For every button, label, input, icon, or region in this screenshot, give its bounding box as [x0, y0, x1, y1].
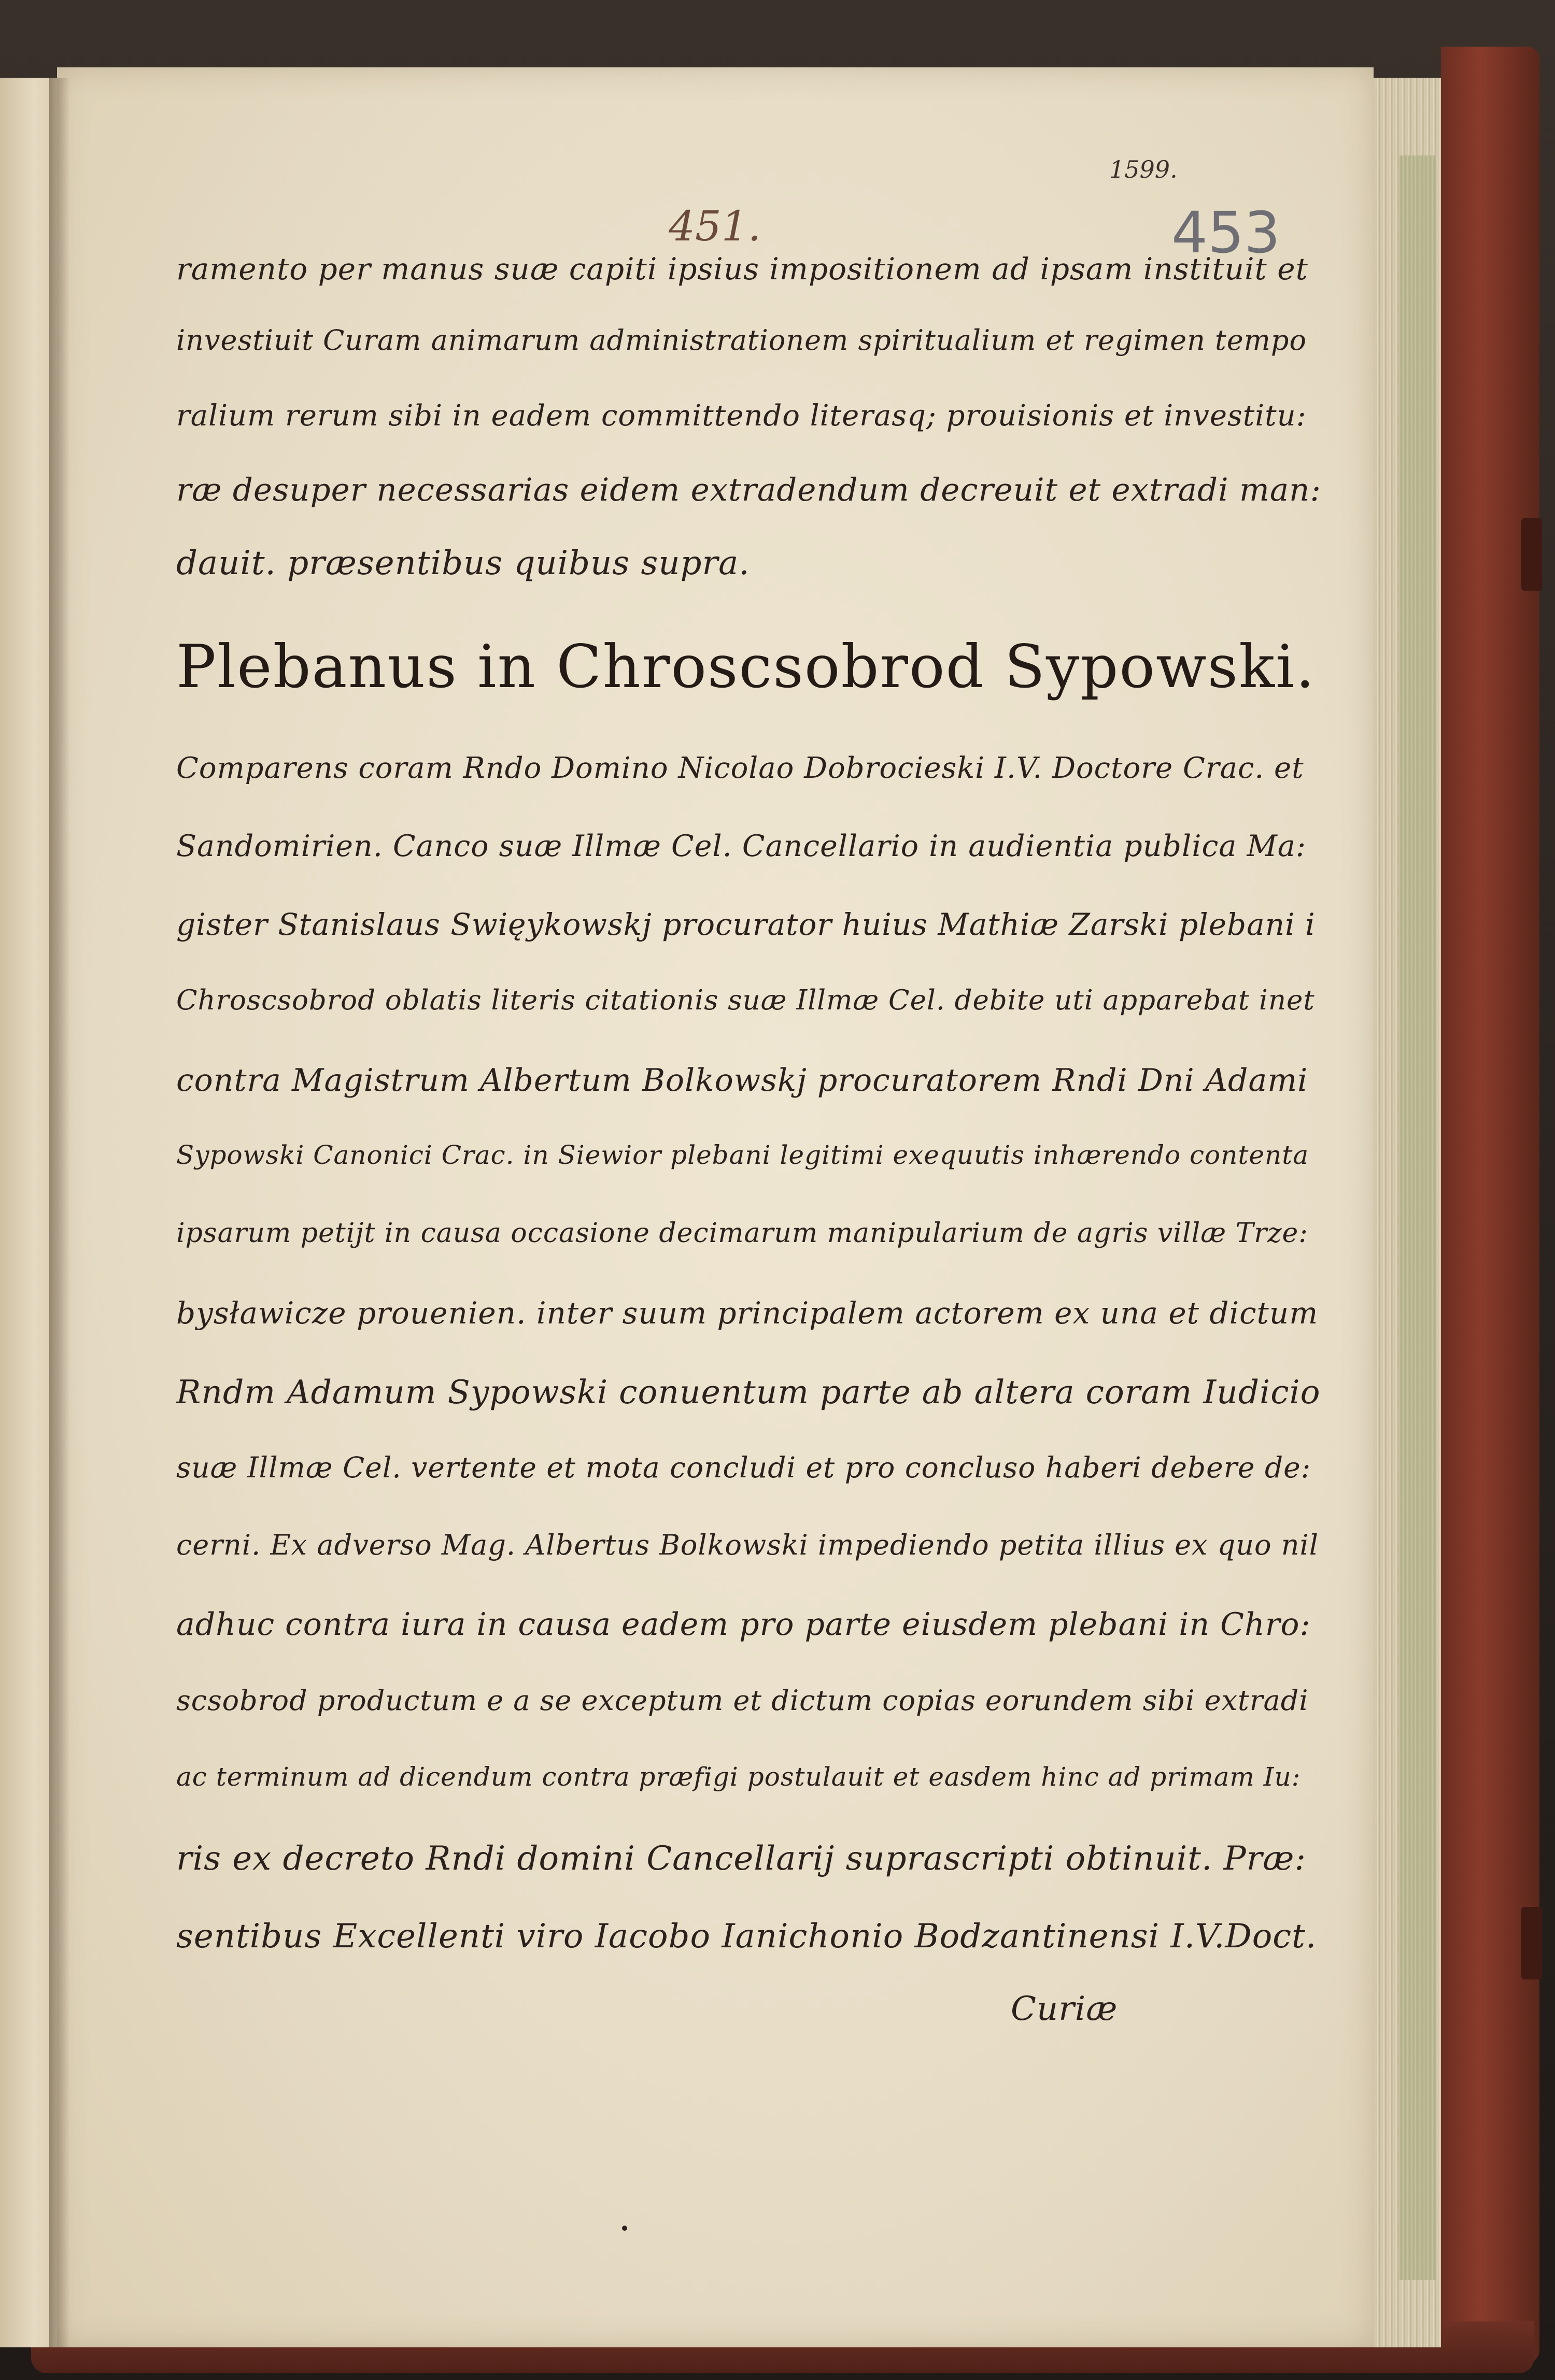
folio-number-pencil: 453 — [1171, 199, 1280, 266]
text-line: ac terminum ad dicendum contra præfigi postulauit et easdem hinc ad primam Iu: — [176, 1762, 1301, 1792]
text-line: ris ex decreto Rndi domini Cancellarij suprascripti obtinuit. Præ: — [176, 1840, 1306, 1878]
text-line: Comparens coram Rndo Domino Nicolao Dobrocieski I.V. Doctore Crac. et — [176, 751, 1304, 785]
text-line: cerni. Ex adverso Mag. Albertus Bolkowski impediendo petita illius ex quo nil — [176, 1529, 1319, 1561]
text-line: Rndm Adamum Sypowski conuentum parte ab altera coram Iudicio — [176, 1373, 1321, 1411]
text-line: contra Magistrum Albertum Bolkowskj procuratorem Rndi Dni Adami — [176, 1062, 1308, 1099]
text-line: bysławicze prouenien. inter suum principalem actorem ex una et dictum — [176, 1295, 1319, 1331]
page-gutter-shadow — [49, 78, 70, 2347]
facing-page-sliver — [0, 78, 57, 2347]
year-note: 1599. — [1109, 155, 1178, 183]
text-line: dauit. præsentibus quibus supra. — [176, 544, 750, 582]
text-line: ræ desuper necessarias eidem extradendum decreuit et extradi man: — [176, 472, 1322, 508]
text-line: investiuit Curam animarum administrationem spiritualium et regimen tempo — [176, 324, 1307, 357]
text-line: suæ Illmæ Cel. vertente et mota concludi et pro concluso haberi debere de: — [176, 1451, 1311, 1484]
text-line: ralium rerum sibi in eadem committendo literasq; prouisionis et investitu: — [176, 399, 1307, 433]
text-line: Sypowski Canonici Crac. in Siewior plebani legitimi exequutis inhærendo contenta — [176, 1140, 1309, 1170]
text-line: Sandomirien. Canco suæ Illmæ Cel. Cancellario in audientia publica Ma: — [176, 829, 1307, 863]
text-line: adhuc contra iura in causa eadem pro parte eiusdem plebani in Chro: — [176, 1606, 1311, 1643]
ink-dot — [622, 2226, 627, 2231]
cover-clasp-bottom — [1521, 1907, 1542, 1979]
text-line: sentibus Excellenti viro Iacobo Ianichonio Bodzantinensi I.V.Doct. — [176, 1917, 1317, 1956]
entry-heading: Plebanus in Chroscsobrod Sypowski. — [176, 632, 1316, 701]
text-line: Chroscsobrod oblatis literis citationis suæ Illmæ Cel. debite uti apparebat inet — [176, 985, 1315, 1016]
catchword: Curiæ — [1011, 1990, 1118, 2028]
page-stack-tint — [1400, 155, 1436, 2280]
book-cover-edge — [1441, 47, 1539, 2363]
text-line: ramento per manus suæ capiti ipsius impositionem ad ipsam instituit et — [176, 251, 1308, 287]
cover-clasp-top — [1521, 518, 1542, 591]
folio-number-ink: 451. — [669, 202, 761, 250]
text-line: scsobrod productum e a se exceptum et dictum copias eorundem sibi extradi — [176, 1684, 1309, 1717]
manuscript-page — [57, 67, 1374, 2347]
text-line: gister Stanislaus Swięykowskj procurator huius Mathiæ Zarski plebani i — [176, 907, 1316, 942]
text-line: ipsarum petijt in causa occasione decimarum manipularium de agris villæ Trze: — [176, 1218, 1308, 1249]
